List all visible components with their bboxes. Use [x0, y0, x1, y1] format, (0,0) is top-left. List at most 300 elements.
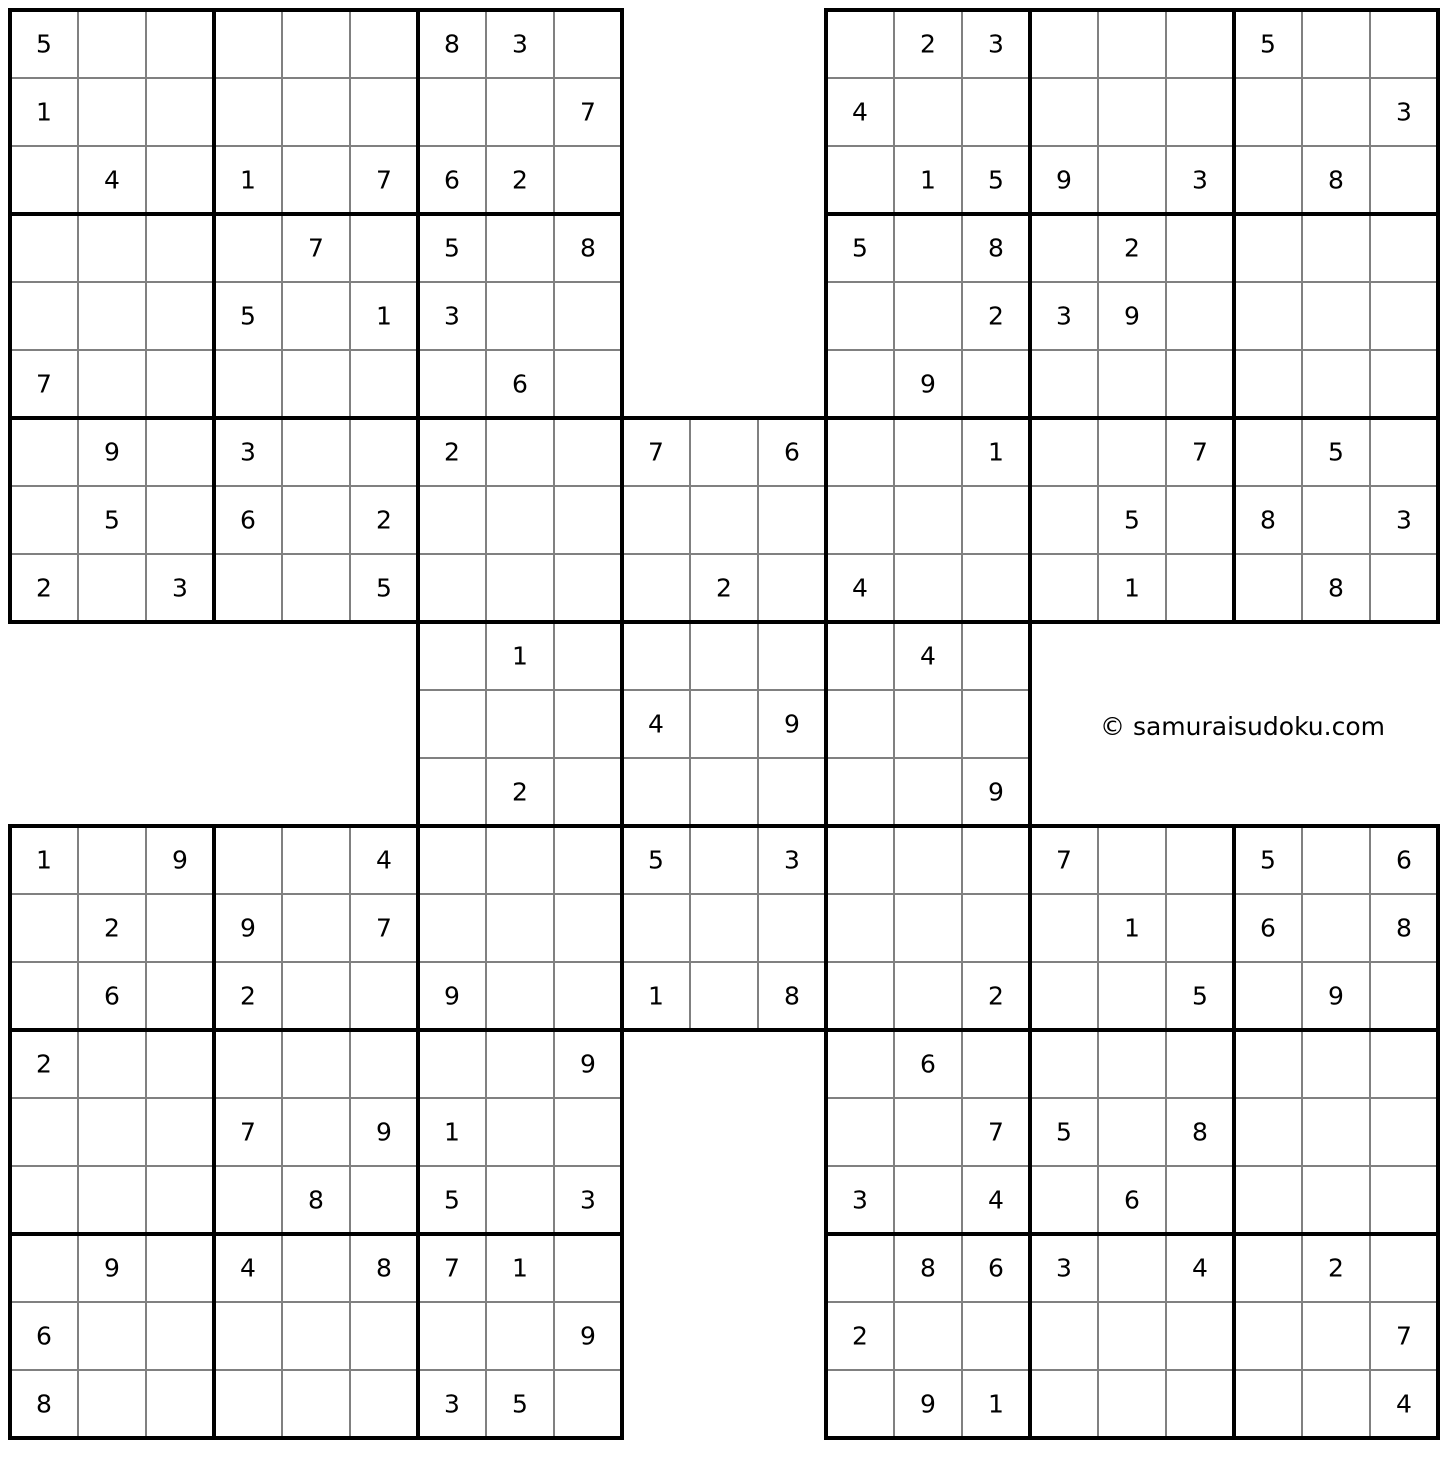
sudoku-cell[interactable] — [1234, 146, 1302, 214]
sudoku-cell[interactable] — [1030, 418, 1098, 486]
sudoku-cell[interactable] — [826, 282, 894, 350]
given-digit: 5 — [648, 845, 664, 875]
sudoku-cell[interactable] — [146, 1030, 214, 1098]
sudoku-cell[interactable] — [1234, 554, 1302, 622]
sudoku-cell[interactable] — [758, 894, 826, 962]
sudoku-cell[interactable] — [1030, 1030, 1098, 1098]
given-digit: 3 — [580, 1185, 596, 1215]
sudoku-cell[interactable] — [894, 1098, 962, 1166]
sudoku-cell[interactable] — [146, 10, 214, 78]
given-digit: 5 — [1328, 437, 1344, 467]
sudoku-cell[interactable] — [1234, 418, 1302, 486]
sudoku-cell[interactable] — [10, 486, 78, 554]
sudoku-cell[interactable] — [146, 1166, 214, 1234]
sudoku-cell[interactable] — [690, 690, 758, 758]
sudoku-cell[interactable] — [1166, 350, 1234, 418]
sudoku-cell[interactable] — [1098, 350, 1166, 418]
sudoku-cell[interactable] — [486, 826, 554, 894]
sudoku-cell[interactable] — [690, 826, 758, 894]
sudoku-cell[interactable] — [690, 894, 758, 962]
sudoku-cell[interactable] — [826, 1098, 894, 1166]
given-digit: 4 — [852, 97, 868, 127]
sudoku-cell[interactable] — [146, 78, 214, 146]
sudoku-cell[interactable] — [1166, 1030, 1234, 1098]
given-digit: 5 — [444, 1185, 460, 1215]
sudoku-cell[interactable] — [554, 1370, 622, 1438]
given-digit: 4 — [988, 1185, 1004, 1215]
sudoku-cell[interactable] — [282, 486, 350, 554]
sudoku-cell[interactable] — [146, 894, 214, 962]
sudoku-cell[interactable] — [1030, 1166, 1098, 1234]
given-digit: 8 — [920, 1253, 936, 1283]
sudoku-cell[interactable] — [826, 962, 894, 1030]
sudoku-cell[interactable] — [1098, 1234, 1166, 1302]
sudoku-cell[interactable] — [10, 962, 78, 1030]
sudoku-cell[interactable] — [1098, 1370, 1166, 1438]
sudoku-cell[interactable] — [1234, 1030, 1302, 1098]
sudoku-cell[interactable] — [350, 418, 418, 486]
given-digit: 5 — [376, 573, 392, 603]
sudoku-cell[interactable] — [894, 554, 962, 622]
given-digit: 6 — [512, 369, 528, 399]
sudoku-cell[interactable] — [690, 962, 758, 1030]
sudoku-cell[interactable] — [214, 554, 282, 622]
given-digit: 8 — [1328, 573, 1344, 603]
sudoku-cell[interactable] — [214, 78, 282, 146]
given-digit: 2 — [852, 1321, 868, 1351]
given-digit: 5 — [852, 233, 868, 263]
sudoku-cell[interactable] — [1166, 554, 1234, 622]
sudoku-cell[interactable] — [282, 1030, 350, 1098]
sudoku-cell[interactable] — [758, 554, 826, 622]
sudoku-cell[interactable] — [214, 826, 282, 894]
sudoku-cell[interactable] — [486, 962, 554, 1030]
sudoku-cell[interactable] — [894, 282, 962, 350]
sudoku-cell[interactable] — [554, 758, 622, 826]
sudoku-cell[interactable] — [1030, 1302, 1098, 1370]
sudoku-cell[interactable] — [146, 350, 214, 418]
sudoku-cell[interactable] — [1234, 214, 1302, 282]
given-digit: 3 — [444, 1389, 460, 1419]
sudoku-cell[interactable] — [894, 894, 962, 962]
sudoku-cell[interactable] — [826, 894, 894, 962]
sudoku-cell[interactable] — [1166, 826, 1234, 894]
sudoku-cell[interactable] — [1234, 1370, 1302, 1438]
sudoku-cell[interactable] — [1030, 214, 1098, 282]
sudoku-cell[interactable] — [1098, 1030, 1166, 1098]
sudoku-cell[interactable] — [1370, 554, 1438, 622]
sudoku-cell[interactable] — [418, 1302, 486, 1370]
given-digit: 8 — [580, 233, 596, 263]
sudoku-cell[interactable] — [1302, 1098, 1370, 1166]
sudoku-cell[interactable] — [146, 1370, 214, 1438]
sudoku-cell[interactable] — [826, 418, 894, 486]
sudoku-cell[interactable] — [826, 1370, 894, 1438]
sudoku-cell[interactable] — [1234, 1098, 1302, 1166]
sudoku-cell[interactable] — [1030, 350, 1098, 418]
sudoku-cell[interactable] — [1302, 1302, 1370, 1370]
sudoku-cell[interactable] — [350, 1302, 418, 1370]
sudoku-cell[interactable] — [214, 350, 282, 418]
sudoku-cell[interactable] — [894, 486, 962, 554]
sudoku-cell[interactable] — [486, 78, 554, 146]
sudoku-cell[interactable] — [1030, 1370, 1098, 1438]
sudoku-cell[interactable] — [282, 1234, 350, 1302]
sudoku-cell[interactable] — [554, 486, 622, 554]
sudoku-cell[interactable] — [486, 894, 554, 962]
sudoku-cell[interactable] — [78, 78, 146, 146]
given-digit: 5 — [444, 233, 460, 263]
sudoku-cell[interactable] — [1030, 486, 1098, 554]
given-digit: 1 — [988, 437, 1004, 467]
given-digit: 1 — [1124, 913, 1140, 943]
sudoku-cell[interactable] — [282, 418, 350, 486]
given-digit: 6 — [36, 1321, 52, 1351]
sudoku-cell[interactable] — [486, 690, 554, 758]
sudoku-cell[interactable] — [690, 758, 758, 826]
sudoku-cell[interactable] — [554, 554, 622, 622]
sudoku-cell[interactable] — [962, 690, 1030, 758]
sudoku-cell[interactable] — [758, 486, 826, 554]
sudoku-cell[interactable] — [554, 10, 622, 78]
sudoku-cell[interactable] — [554, 350, 622, 418]
sudoku-cell[interactable] — [554, 282, 622, 350]
sudoku-cell[interactable] — [826, 146, 894, 214]
sudoku-cell[interactable] — [418, 1030, 486, 1098]
given-digit: 5 — [36, 29, 52, 59]
sudoku-cell[interactable] — [146, 1234, 214, 1302]
sudoku-cell[interactable] — [146, 146, 214, 214]
given-digit: 9 — [580, 1049, 596, 1079]
sudoku-cell[interactable] — [350, 214, 418, 282]
sudoku-cell[interactable] — [418, 622, 486, 690]
given-digit: 9 — [444, 981, 460, 1011]
sudoku-cell[interactable] — [690, 418, 758, 486]
sudoku-cell[interactable] — [1098, 1098, 1166, 1166]
given-digit: 8 — [1260, 505, 1276, 535]
sudoku-cell[interactable] — [1370, 214, 1438, 282]
sudoku-cell[interactable] — [962, 1030, 1030, 1098]
sudoku-cell[interactable] — [1234, 1234, 1302, 1302]
sudoku-cell[interactable] — [1370, 350, 1438, 418]
given-digit: 7 — [1056, 845, 1072, 875]
sudoku-cell[interactable] — [554, 1098, 622, 1166]
given-digit: 6 — [920, 1049, 936, 1079]
sudoku-cell[interactable] — [894, 826, 962, 894]
sudoku-cell[interactable] — [1302, 486, 1370, 554]
sudoku-cell[interactable] — [1166, 78, 1234, 146]
given-digit: 5 — [512, 1389, 528, 1419]
given-digit: 5 — [1260, 845, 1276, 875]
sudoku-cell[interactable] — [1098, 418, 1166, 486]
sudoku-cell[interactable] — [1370, 418, 1438, 486]
sudoku-cell[interactable] — [10, 282, 78, 350]
sudoku-cell[interactable] — [214, 1030, 282, 1098]
sudoku-cell[interactable] — [962, 622, 1030, 690]
sudoku-cell[interactable] — [1370, 1030, 1438, 1098]
given-digit: 7 — [240, 1117, 256, 1147]
given-digit: 4 — [920, 641, 936, 671]
sudoku-cell[interactable] — [1098, 826, 1166, 894]
sudoku-cell[interactable] — [1030, 78, 1098, 146]
sudoku-cell[interactable] — [78, 350, 146, 418]
sudoku-cell[interactable] — [486, 282, 554, 350]
sudoku-cell[interactable] — [418, 78, 486, 146]
sudoku-cell[interactable] — [690, 622, 758, 690]
given-digit: 9 — [104, 1253, 120, 1283]
sudoku-cell[interactable] — [10, 418, 78, 486]
sudoku-cell[interactable] — [418, 758, 486, 826]
sudoku-cell[interactable] — [1370, 1098, 1438, 1166]
sudoku-cell[interactable] — [1370, 1166, 1438, 1234]
sudoku-cell[interactable] — [282, 1098, 350, 1166]
given-digit: 7 — [988, 1117, 1004, 1147]
given-digit: 9 — [1056, 165, 1072, 195]
sudoku-cell[interactable] — [350, 1370, 418, 1438]
given-digit: 2 — [1124, 233, 1140, 263]
sudoku-cell[interactable] — [486, 1030, 554, 1098]
sudoku-cell[interactable] — [1302, 1370, 1370, 1438]
sudoku-cell[interactable] — [554, 622, 622, 690]
sudoku-cell[interactable] — [962, 554, 1030, 622]
sudoku-cell[interactable] — [1030, 894, 1098, 962]
sudoku-cell[interactable] — [418, 894, 486, 962]
sudoku-cell[interactable] — [146, 1302, 214, 1370]
sudoku-cell[interactable] — [486, 1098, 554, 1166]
sudoku-cell[interactable] — [1234, 78, 1302, 146]
sudoku-cell[interactable] — [486, 418, 554, 486]
sudoku-cell[interactable] — [214, 1302, 282, 1370]
sudoku-cell[interactable] — [962, 894, 1030, 962]
sudoku-cell[interactable] — [146, 486, 214, 554]
sudoku-cell[interactable] — [10, 894, 78, 962]
sudoku-cell[interactable] — [1166, 282, 1234, 350]
sudoku-cell[interactable] — [962, 78, 1030, 146]
sudoku-cell[interactable] — [78, 1370, 146, 1438]
sudoku-cell[interactable] — [554, 418, 622, 486]
sudoku-cell[interactable] — [1302, 10, 1370, 78]
sudoku-cell[interactable] — [282, 554, 350, 622]
sudoku-cell[interactable] — [622, 622, 690, 690]
sudoku-cell[interactable] — [10, 1098, 78, 1166]
sudoku-cell[interactable] — [350, 1030, 418, 1098]
sudoku-cell[interactable] — [1166, 1166, 1234, 1234]
sudoku-cell[interactable] — [1234, 1166, 1302, 1234]
sudoku-cell[interactable] — [962, 826, 1030, 894]
sudoku-cell[interactable] — [214, 1166, 282, 1234]
sudoku-cell[interactable] — [1302, 894, 1370, 962]
sudoku-cell[interactable] — [78, 10, 146, 78]
sudoku-cell[interactable] — [1030, 10, 1098, 78]
sudoku-cell[interactable] — [1370, 10, 1438, 78]
sudoku-cell[interactable] — [1234, 282, 1302, 350]
sudoku-cell[interactable] — [78, 282, 146, 350]
sudoku-cell[interactable] — [350, 1166, 418, 1234]
sudoku-cell[interactable] — [78, 214, 146, 282]
sudoku-cell[interactable] — [622, 486, 690, 554]
sudoku-cell[interactable] — [622, 894, 690, 962]
sudoku-cell[interactable] — [486, 214, 554, 282]
sudoku-cell[interactable] — [1166, 894, 1234, 962]
sudoku-cell[interactable] — [486, 1302, 554, 1370]
sudoku-cell[interactable] — [146, 1098, 214, 1166]
sudoku-cell[interactable] — [1030, 554, 1098, 622]
sudoku-cell[interactable] — [350, 10, 418, 78]
sudoku-cell[interactable] — [554, 962, 622, 1030]
sudoku-cell[interactable] — [10, 146, 78, 214]
sudoku-cell[interactable] — [1166, 1302, 1234, 1370]
sudoku-cell[interactable] — [282, 1370, 350, 1438]
sudoku-cell[interactable] — [350, 350, 418, 418]
sudoku-cell[interactable] — [554, 1234, 622, 1302]
sudoku-cell[interactable] — [1234, 350, 1302, 418]
sudoku-cell[interactable] — [554, 826, 622, 894]
given-digit: 2 — [716, 573, 732, 603]
sudoku-cell[interactable] — [758, 758, 826, 826]
given-digit: 7 — [1192, 437, 1208, 467]
sudoku-cell[interactable] — [690, 486, 758, 554]
sudoku-cell[interactable] — [418, 350, 486, 418]
sudoku-cell[interactable] — [826, 622, 894, 690]
sudoku-cell[interactable] — [214, 1370, 282, 1438]
given-digit: 4 — [240, 1253, 256, 1283]
sudoku-cell[interactable] — [826, 826, 894, 894]
sudoku-cell[interactable] — [1098, 78, 1166, 146]
sudoku-cell[interactable] — [622, 758, 690, 826]
sudoku-cell[interactable] — [282, 282, 350, 350]
given-digit: 9 — [1124, 301, 1140, 331]
sudoku-cell[interactable] — [962, 1302, 1030, 1370]
sudoku-cell[interactable] — [1166, 1370, 1234, 1438]
sudoku-cell[interactable] — [350, 78, 418, 146]
sudoku-cell[interactable] — [1234, 962, 1302, 1030]
sudoku-cell[interactable] — [1098, 962, 1166, 1030]
sudoku-cell[interactable] — [1370, 146, 1438, 214]
sudoku-cell[interactable] — [1302, 282, 1370, 350]
sudoku-cell[interactable] — [1234, 1302, 1302, 1370]
sudoku-cell[interactable] — [1302, 826, 1370, 894]
sudoku-cell[interactable] — [1302, 350, 1370, 418]
sudoku-cell[interactable] — [1030, 962, 1098, 1030]
sudoku-cell[interactable] — [554, 894, 622, 962]
given-digit: 4 — [852, 573, 868, 603]
given-digit: 2 — [444, 437, 460, 467]
sudoku-cell[interactable] — [894, 758, 962, 826]
sudoku-cell[interactable] — [826, 486, 894, 554]
sudoku-cell[interactable] — [282, 962, 350, 1030]
sudoku-cell[interactable] — [146, 418, 214, 486]
sudoku-cell[interactable] — [1302, 214, 1370, 282]
sudoku-cell[interactable] — [1302, 1166, 1370, 1234]
sudoku-cell[interactable] — [962, 350, 1030, 418]
sudoku-cell[interactable] — [418, 690, 486, 758]
given-digit: 2 — [920, 29, 936, 59]
sudoku-cell[interactable] — [826, 758, 894, 826]
sudoku-cell[interactable] — [894, 1302, 962, 1370]
sudoku-cell[interactable] — [350, 962, 418, 1030]
sudoku-cell[interactable] — [282, 350, 350, 418]
sudoku-cell[interactable] — [214, 214, 282, 282]
sudoku-cell[interactable] — [622, 554, 690, 622]
sudoku-cell[interactable] — [214, 10, 282, 78]
sudoku-cell[interactable] — [1098, 1302, 1166, 1370]
given-digit: 3 — [1056, 301, 1072, 331]
sudoku-cell[interactable] — [826, 10, 894, 78]
sudoku-cell[interactable] — [894, 214, 962, 282]
sudoku-cell[interactable] — [282, 146, 350, 214]
given-digit: 4 — [104, 165, 120, 195]
sudoku-cell[interactable] — [282, 1302, 350, 1370]
sudoku-cell[interactable] — [826, 690, 894, 758]
sudoku-cell[interactable] — [486, 554, 554, 622]
sudoku-cell[interactable] — [10, 214, 78, 282]
sudoku-cell[interactable] — [758, 622, 826, 690]
sudoku-cell[interactable] — [826, 1030, 894, 1098]
sudoku-cell[interactable] — [554, 146, 622, 214]
sudoku-cell[interactable] — [894, 78, 962, 146]
sudoku-cell[interactable] — [894, 1166, 962, 1234]
sudoku-cell[interactable] — [78, 1030, 146, 1098]
sudoku-cell[interactable] — [826, 350, 894, 418]
sudoku-cell[interactable] — [78, 826, 146, 894]
sudoku-cell[interactable] — [486, 1166, 554, 1234]
given-digit: 7 — [1396, 1321, 1412, 1351]
sudoku-cell[interactable] — [146, 214, 214, 282]
sudoku-cell[interactable] — [1370, 1234, 1438, 1302]
sudoku-cell[interactable] — [1370, 962, 1438, 1030]
sudoku-cell[interactable] — [894, 418, 962, 486]
sudoku-cell[interactable] — [282, 826, 350, 894]
sudoku-cell[interactable] — [78, 1098, 146, 1166]
sudoku-cell[interactable] — [418, 554, 486, 622]
sudoku-cell[interactable] — [894, 962, 962, 1030]
given-digit: 8 — [784, 981, 800, 1011]
sudoku-cell[interactable] — [1302, 78, 1370, 146]
sudoku-cell[interactable] — [894, 690, 962, 758]
given-digit: 6 — [240, 505, 256, 535]
sudoku-cell[interactable] — [1098, 146, 1166, 214]
sudoku-cell[interactable] — [486, 486, 554, 554]
sudoku-cell[interactable] — [1166, 10, 1234, 78]
sudoku-cell[interactable] — [418, 486, 486, 554]
sudoku-cell[interactable] — [1302, 1030, 1370, 1098]
sudoku-cell[interactable] — [1370, 282, 1438, 350]
sudoku-cell[interactable] — [146, 282, 214, 350]
sudoku-cell[interactable] — [826, 1234, 894, 1302]
sudoku-cell[interactable] — [78, 1302, 146, 1370]
sudoku-cell[interactable] — [146, 962, 214, 1030]
sudoku-cell[interactable] — [10, 1166, 78, 1234]
sudoku-cell[interactable] — [554, 690, 622, 758]
sudoku-cell[interactable] — [10, 1234, 78, 1302]
sudoku-cell[interactable] — [78, 1166, 146, 1234]
sudoku-cell[interactable] — [282, 10, 350, 78]
sudoku-cell[interactable] — [1166, 486, 1234, 554]
given-digit: 5 — [988, 165, 1004, 195]
sudoku-cell[interactable] — [1166, 214, 1234, 282]
given-digit: 2 — [988, 981, 1004, 1011]
sudoku-cell[interactable] — [418, 826, 486, 894]
given-digit: 9 — [988, 777, 1004, 807]
given-digit: 5 — [1056, 1117, 1072, 1147]
sudoku-cell[interactable] — [282, 78, 350, 146]
sudoku-cell[interactable] — [1098, 10, 1166, 78]
sudoku-cell[interactable] — [962, 486, 1030, 554]
sudoku-cell[interactable] — [282, 894, 350, 962]
given-digit: 2 — [36, 1049, 52, 1079]
sudoku-cell[interactable] — [78, 554, 146, 622]
given-digit: 3 — [240, 437, 256, 467]
